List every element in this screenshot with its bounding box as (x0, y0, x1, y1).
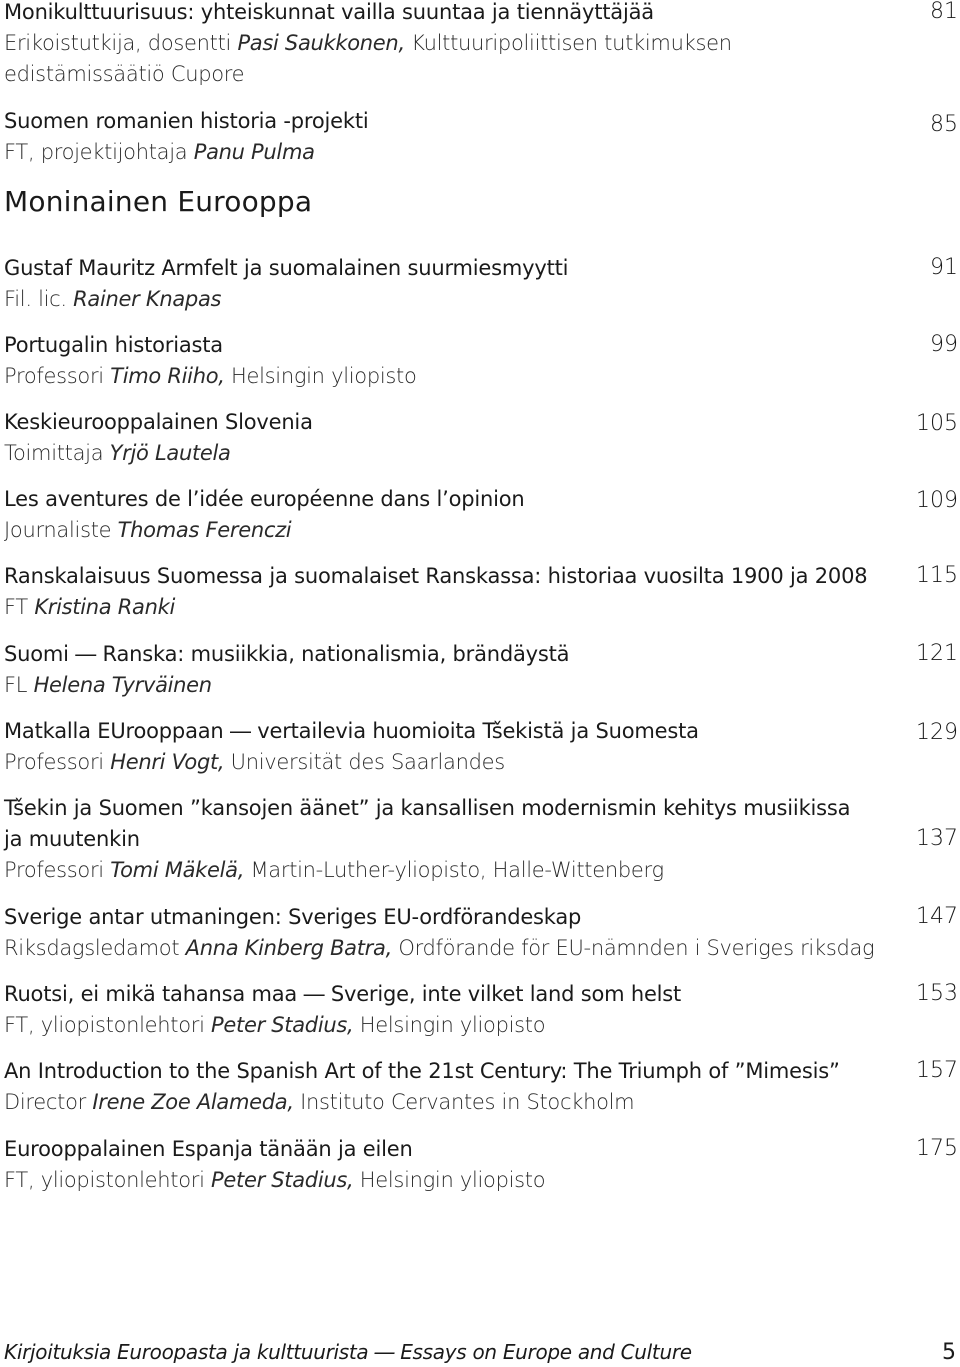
entry-author: Toimittaja Yrjö Lautela (4, 441, 231, 465)
entry-author: Erikoistutkija, dosentti Pasi Saukkonen, Kulttuuripoliittisen tutkimuksen (4, 31, 732, 55)
entry-author: FT, yliopistonlehtori Peter Stadius, Helsingin yliopisto (4, 1013, 546, 1037)
entry-page-number: 121 (916, 641, 958, 666)
entry-author: Riksdagsledamot Anna Kinberg Batra, Ordförande för EU-nämnden i Sveriges riksdag (4, 936, 875, 960)
entry-author: FL Helena Tyrväinen (4, 673, 212, 697)
running-footer: Kirjoituksia Euroopasta ja kulttuurista ― Essays on Europe and Culture (4, 1340, 692, 1364)
entry-page-number: 105 (916, 411, 958, 436)
entry-page-number: 129 (916, 720, 958, 745)
entry-author: Professori Tomi Mäkelä, Martin-Luther-yliopisto, Halle-Wittenberg (4, 858, 664, 882)
entry-title: Suomen romanien historia -projekti (4, 109, 369, 133)
entry-title: Gustaf Mauritz Armfelt ja suomalainen suurmiesmyytti (4, 256, 569, 280)
entry-page-number: 115 (916, 563, 958, 588)
entry-author: FT, yliopistonlehtori Peter Stadius, Helsingin yliopisto (4, 1168, 546, 1192)
entry-title: Ranskalaisuus Suomessa ja suomalaiset Ranskassa: historiaa vuosilta 1900 ja 2008 (4, 564, 868, 588)
entry-page-number: 153 (916, 981, 958, 1006)
entry-author: Journaliste Thomas Ferenczi (4, 518, 292, 542)
entry-title-line2: ja muutenkin (4, 827, 140, 851)
entry-title: An Introduction to the Spanish Art of the 21st Century: The Triumph of ”Mimesis” (4, 1059, 840, 1083)
entry-author: Professori Timo Riiho, Helsingin yliopisto (4, 364, 417, 388)
entry-page-number: 109 (916, 488, 958, 513)
entry-title: Sverige antar utmaningen: Sveriges EU-ordförandeskap (4, 905, 582, 929)
entry-author: Professori Henri Vogt, Universität des Saarlandes (4, 750, 505, 774)
entry-title: Eurooppalainen Espanja tänään ja eilen (4, 1137, 413, 1161)
entry-page-number: 147 (916, 904, 958, 929)
entry-title: Tšekin ja Suomen ”kansojen äänet” ja kansallisen modernismin kehitys musiikissa (4, 796, 851, 820)
entry-title: Portugalin historiasta (4, 333, 223, 357)
entry-author: FT Kristina Ranki (4, 595, 175, 619)
entry-page-number: 91 (930, 255, 958, 280)
entry-title: Suomi ― Ranska: musiikkia, nationalismia, brändäystä (4, 642, 570, 666)
entry-page-number: 137 (916, 826, 958, 851)
entry-title: Ruotsi, ei mikä tahansa maa ― Sverige, inte vilket land som helst (4, 982, 682, 1006)
entry-title: Matkalla EUrooppaan ― vertailevia huomioita Tšekistä ja Suomesta (4, 719, 699, 743)
section-heading: Moninainen Eurooppa (4, 185, 313, 218)
entry-page-number: 85 (930, 112, 958, 137)
entry-page-number: 157 (916, 1058, 958, 1083)
entry-author: Fil. lic. Rainer Knapas (4, 287, 222, 311)
entry-page-number: 99 (930, 332, 958, 357)
entry-title: Monikulttuurisuus: yhteiskunnat vailla suuntaa ja tiennäyttäjää (4, 0, 654, 24)
entry-author: FT, projektijohtaja Panu Pulma (4, 140, 315, 164)
footer-page-number: 5 (942, 1340, 956, 1365)
entry-author-line2: edistämissäätiö Cupore (4, 62, 245, 86)
entry-page-number: 81 (930, 0, 958, 24)
entry-author: Director Irene Zoe Alameda, Instituto Cervantes in Stockholm (4, 1090, 635, 1114)
entry-title: Les aventures de l’idée européenne dans l’opinion (4, 487, 525, 511)
entry-page-number: 175 (916, 1136, 958, 1161)
entry-title: Keskieurooppalainen Slovenia (4, 410, 313, 434)
